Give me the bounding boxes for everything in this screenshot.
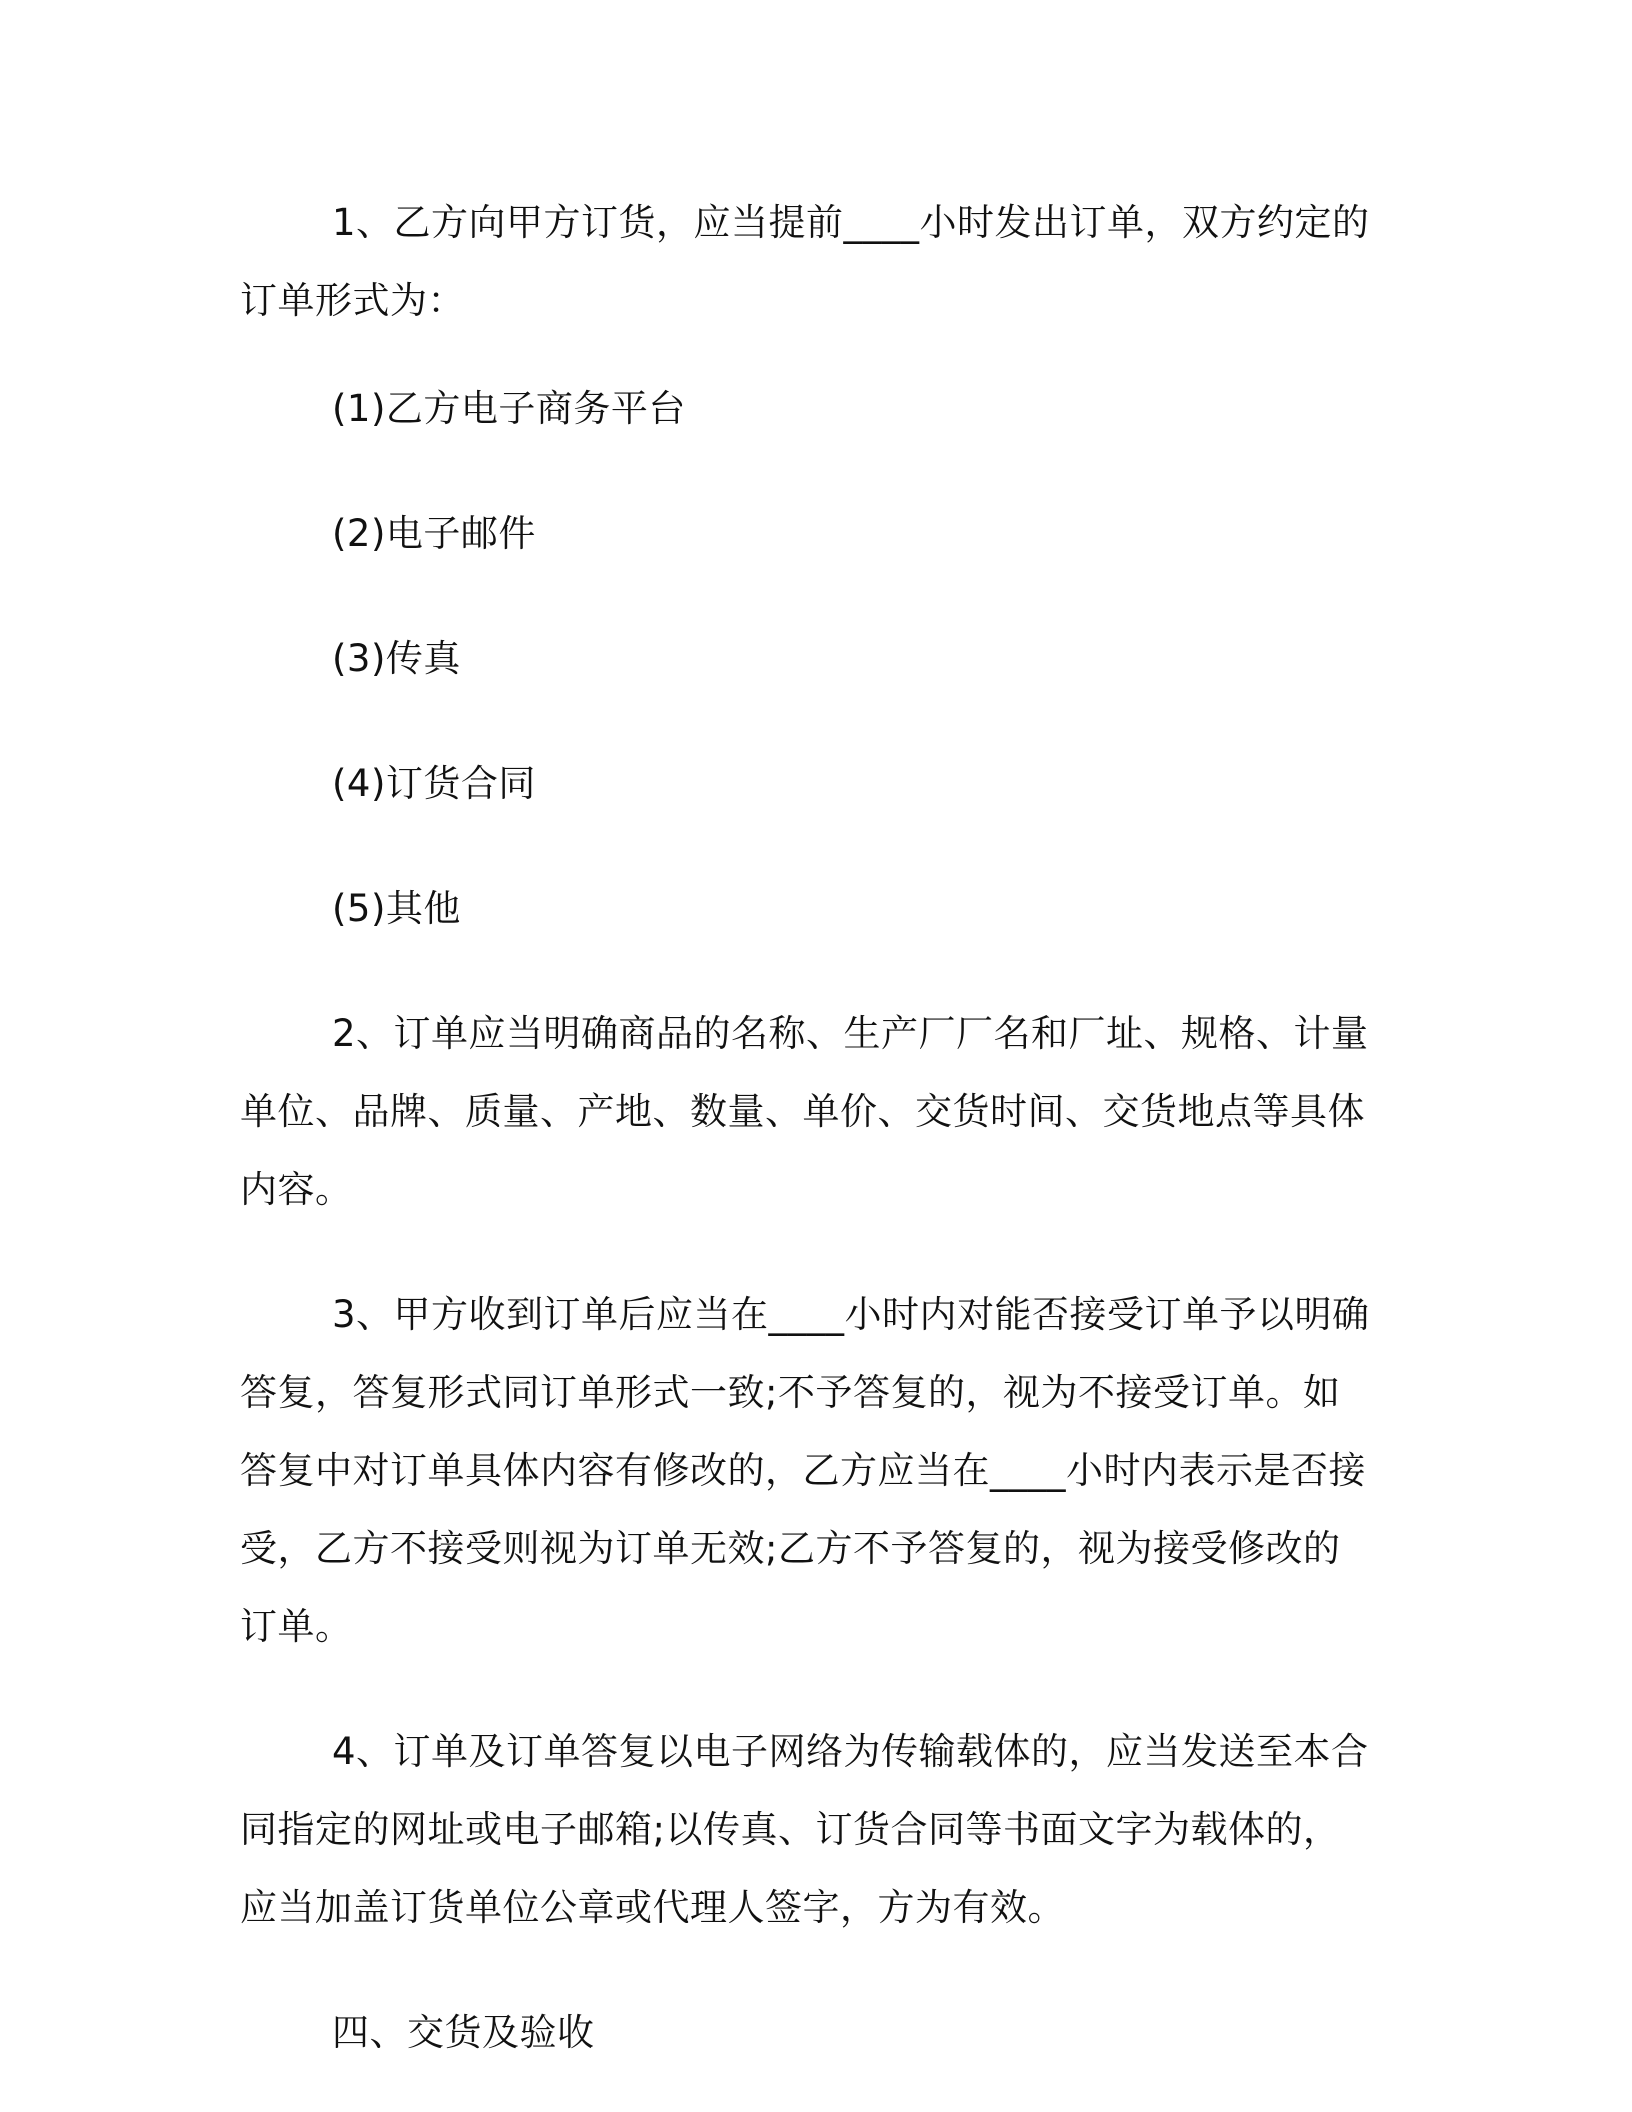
clause-1: 1、乙方向甲方订货，应当提前____小时发出订单，双方约定的订单形式为： xyxy=(240,201,1370,322)
clause-2: 2、订单应当明确商品的名称、生产厂厂名和厂址、规格、计量单位、品牌、质量、产地、数量、单价、交货时间、交货地点等具体内容。 xyxy=(240,1012,1369,1211)
order-option-3: (3)传真 xyxy=(332,637,461,680)
order-option-5: (5)其他 xyxy=(332,887,461,930)
order-option-4: (4)订货合同 xyxy=(332,762,536,805)
section-heading: 四、交货及验收 xyxy=(332,2011,595,2054)
order-option-2: (2)电子邮件 xyxy=(332,512,536,555)
order-option-1: (1)乙方电子商务平台 xyxy=(332,387,686,430)
clause-4: 4、订单及订单答复以电子网络为传输载体的，应当发送至本合同指定的网址或电子邮箱;以传真、订货合同等书面文字为载体的，应当加盖订货单位公章或代理人签字，方为有效。 xyxy=(240,1730,1369,1929)
document-page xyxy=(240,184,1372,2072)
clause-3: 3、甲方收到订单后应当在____小时内对能否接受订单予以明确答复，答复形式同订单形式一致;不予答复的，视为不接受订单。如答复中对订单具体内容有修改的，乙方应当在____小时内表示是否接受，乙方不接受则视为订单无效;乙方不予答复的，视为接受修改的订单。 xyxy=(240,1293,1370,1648)
